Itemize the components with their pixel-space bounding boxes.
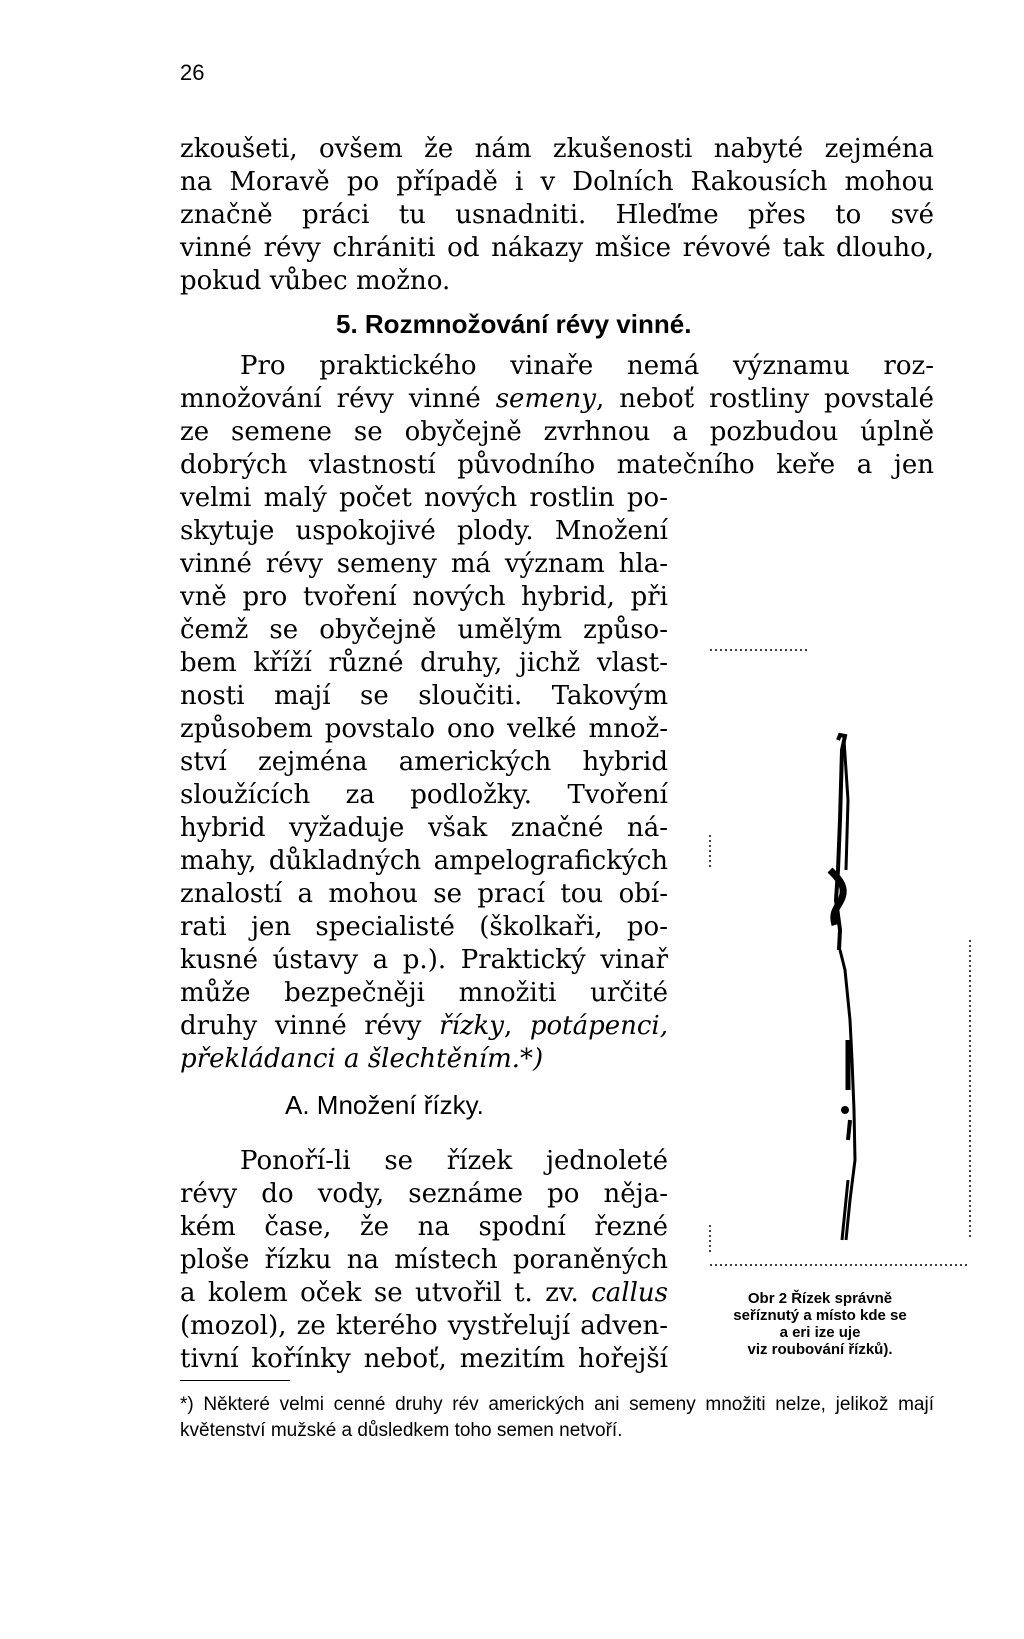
text-line: vinné révy semeny má význam hla- (180, 549, 668, 579)
caption-line: seříznutý a místo kde se (733, 1307, 907, 1324)
section-heading: 5. Rozmnožování révy vinné. (336, 309, 692, 339)
cutting-stem (830, 735, 855, 1240)
footnote-rule (180, 1380, 290, 1381)
text-line: pokud vůbec možno. (180, 266, 451, 296)
caption-line: viz roubování řízků). (747, 1341, 893, 1358)
text-line: kusné ústavy a p.). Praktický vinař (180, 945, 668, 975)
text-line (180, 383, 934, 415)
text-line: Ponoří-li se řízek jednoleté (240, 1146, 668, 1176)
text-line: nosti mají se sloučiti. Takovým (180, 681, 668, 711)
text-line: zkoušeti, ovšem že nám zkušenosti nabyté zejména (180, 134, 934, 164)
cutting-figure (690, 640, 980, 1280)
text-line: bem kříží různé druhy, jichž vlast- (180, 648, 668, 678)
text-line (180, 1010, 668, 1042)
caption-line: a eri ize uje (779, 1324, 861, 1341)
emphasis-text: callus (591, 1278, 668, 1308)
text-run: množování révy vinné (180, 384, 496, 414)
text-line: sloužících za podložky. Tvoření (180, 780, 668, 810)
text-line: rati jen specialisté (školkaři, po- (180, 912, 668, 942)
text-line: čemž se obyčejně umělým způso- (180, 615, 668, 645)
emphasis-text: překládanci a šlechtěním.*) (180, 1044, 544, 1074)
page-number: 26 (180, 60, 205, 85)
text-line (180, 1043, 668, 1075)
emphasis-text: řízky (439, 1011, 504, 1041)
text-run: , neboť rostliny povstalé (595, 384, 934, 414)
text-line: vinné révy chrániti od nákazy mšice révové tak dlouho, (180, 233, 934, 263)
text-line: dobrých vlastností původního matečního keře a jen (180, 450, 934, 480)
text-run: druhy vinné révy (180, 1011, 440, 1041)
text-line: způsobem povstalo ono velké množ- (180, 714, 668, 744)
emphasis-text: potápenci, (529, 1011, 669, 1041)
text-line: hybrid vyžaduje však značné ná- (180, 813, 668, 843)
text-line: ploše řízku na místech poraněných (180, 1245, 668, 1275)
text-line: skytuje uspokojivé plody. Množení (180, 516, 668, 546)
subsection-heading: A. Množení řízky. (285, 1090, 484, 1120)
text-line: kém čase, že na spodní řezné (180, 1212, 668, 1242)
text-line: tivní kořínky neboť, mezitím hořejší (180, 1344, 668, 1374)
text-line: vně pro tvoření nových hybrid, při (180, 582, 668, 612)
text-line: na Moravě po případě i v Dolních Rakousích mohou (180, 167, 934, 197)
figure-caption (690, 1290, 950, 1358)
text-line: révy do vody, seznáme po něja- (180, 1179, 668, 1209)
text-run: , (503, 1011, 530, 1041)
text-line: může bezpečněji množiti určité (180, 978, 668, 1008)
text-line: (mozol), ze kterého vystřelují adven- (180, 1311, 668, 1341)
text-line: ze semene se obyčejně zvrhnou a pozbudou úplně (180, 417, 934, 447)
emphasis-text: semeny (495, 384, 596, 414)
footnote: *) Některé velmi cenné druhy rév amerických ani semeny množiti nelze, jelikož mají květenství mužské a důsledkem toho semen netvoří. (180, 1394, 934, 1441)
text-line: velmi malý počet nových rostlin po- (180, 483, 668, 513)
text-run: a kolem oček se utvořil t. zv. (180, 1278, 592, 1308)
text-line (180, 1277, 668, 1309)
caption-line: Obr 2 Řízek správně (747, 1290, 893, 1307)
text-line: Pro praktického vinaře nemá významu roz- (240, 351, 934, 381)
text-line: značně práci tu usnadniti. Hleďme přes to své (180, 200, 934, 230)
text-line: mahy, důkladných ampelografických (180, 846, 668, 876)
text-line: znalostí a mohou se prací tou obí- (180, 879, 668, 909)
text-line: ství zejména amerických hybrid (180, 747, 668, 777)
